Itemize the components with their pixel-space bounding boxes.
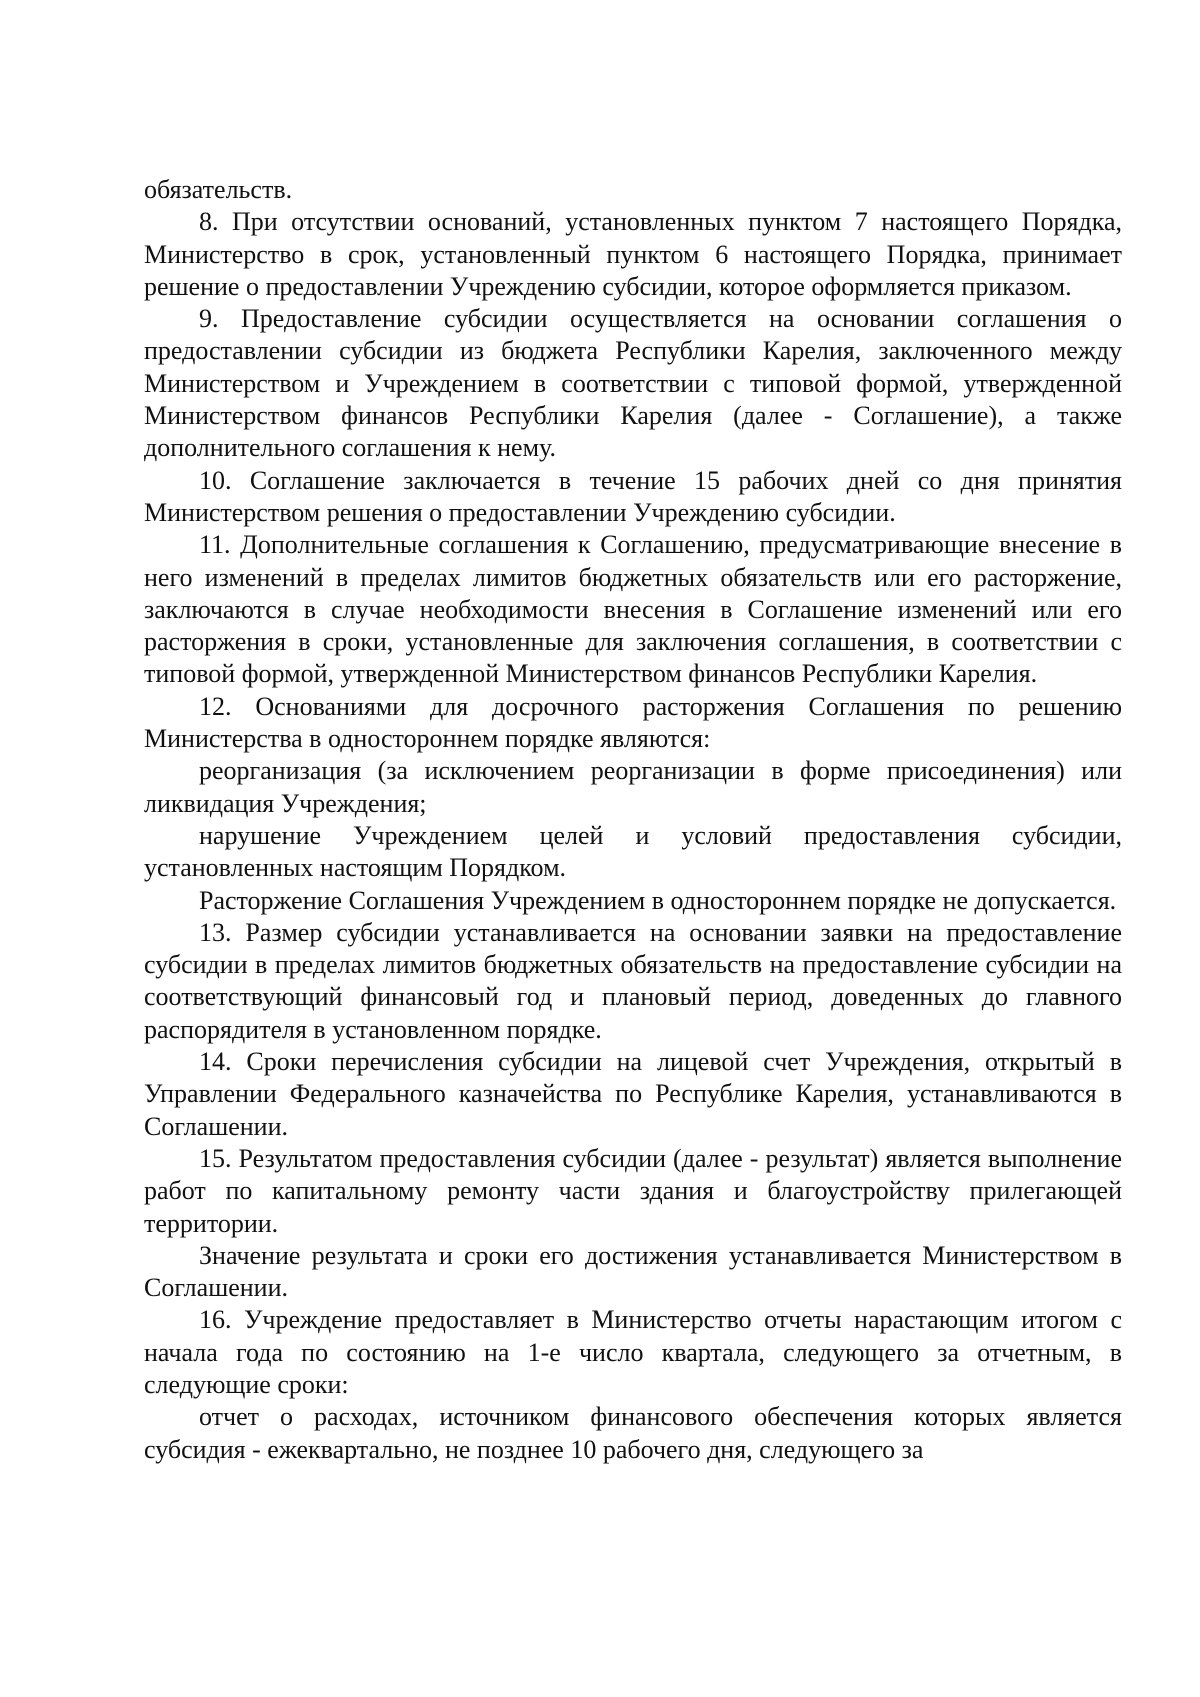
paragraph-item-13: 13. Размер субсидии устанавливается на основании заявки на предоставление субсидии в пределах лимитов бюджетных обязательств на предоставление субсидии на соответствующий финансовый год и плановый период, доведенных до главного распорядителя в установленном порядке.: [144, 917, 1122, 1044]
paragraph-item-10: 10. Соглашение заключается в течение 15 рабочих дней со дня принятия Министерством решения о предоставлении Учреждению субсидии.: [144, 465, 1122, 527]
paragraph-item-8: 8. При отсутствии оснований, установленных пунктом 7 настоящего Порядка, Министерство в срок, установленный пунктом 6 настоящего Порядка, принимает решение о предоставлении Учреждению субсидии, которое оформляется приказом.: [144, 207, 1122, 301]
paragraph-item-16: 16. Учреждение предоставляет в Министерство отчеты нарастающим итогом с начала года по состоянию на 1-е число квартала, следующего за отчетным, в следующие сроки:: [144, 1305, 1122, 1399]
paragraph-continuation: обязательств.: [144, 175, 293, 204]
paragraph-item-16-expense-report: отчет о расходах, источником финансового обеспечения которых является субсидия - ежеквартально, не позднее 10 рабочего дня, следующего за: [144, 1402, 1122, 1464]
paragraph-item-12: 12. Основаниями для досрочного расторжения Соглашения по решению Министерства в одностороннем порядке являются:: [144, 691, 1122, 754]
paragraph-item-15: 15. Результатом предоставления субсидии (далее - результат) является выполнение работ по капитальному ремонту части здания и благоустройству прилегающей территории.: [144, 1143, 1122, 1238]
paragraph-item-12-violation: нарушение Учреждением целей и условий предоставления субсидии, установленных настоящим Порядком.: [144, 820, 1122, 883]
paragraph-item-12-reorganization: реорганизация (за исключением реорганизации в форме присоединения) или ликвидация Учреждения;: [144, 756, 1122, 818]
paragraph-item-14: 14. Сроки перечисления субсидии на лицевой счет Учреждения, открытый в Управлении Федерального казначейства по Республике Карелия, устанавливаются в Соглашении.: [144, 1047, 1122, 1141]
paragraph-item-15-result-value: Значение результата и сроки его достижения устанавливается Министерством в Соглашении.: [144, 1240, 1122, 1303]
paragraph-item-11: 11. Дополнительные соглашения к Соглашению, предусматривающие внесение в него изменений в пределах лимитов бюджетных обязательств или его расторжение, заключаются в случае необходимости внесения в Соглашение изменений или его расторжения в сроки, установленные для заключения соглашения, в соответствии с типовой формой, утвержденной Министерством финансов Республики Карелия.: [144, 530, 1122, 689]
paragraph-item-12-termination-note: Расторжение Соглашения Учреждением в одностороннем порядке не допускается.: [199, 885, 1117, 915]
paragraph-item-9: 9. Предоставление субсидии осуществляется на основании соглашения о предоставлении субсидии из бюджета Республики Карелия, заключенного между Министерством и Учреждением в соответствии с типовой формой, утвержденной Министерством финансов Республики Карелия (далее - Соглашение), а также дополнительного соглашения к нему.: [144, 304, 1122, 463]
document-body: [144, 174, 1122, 1466]
